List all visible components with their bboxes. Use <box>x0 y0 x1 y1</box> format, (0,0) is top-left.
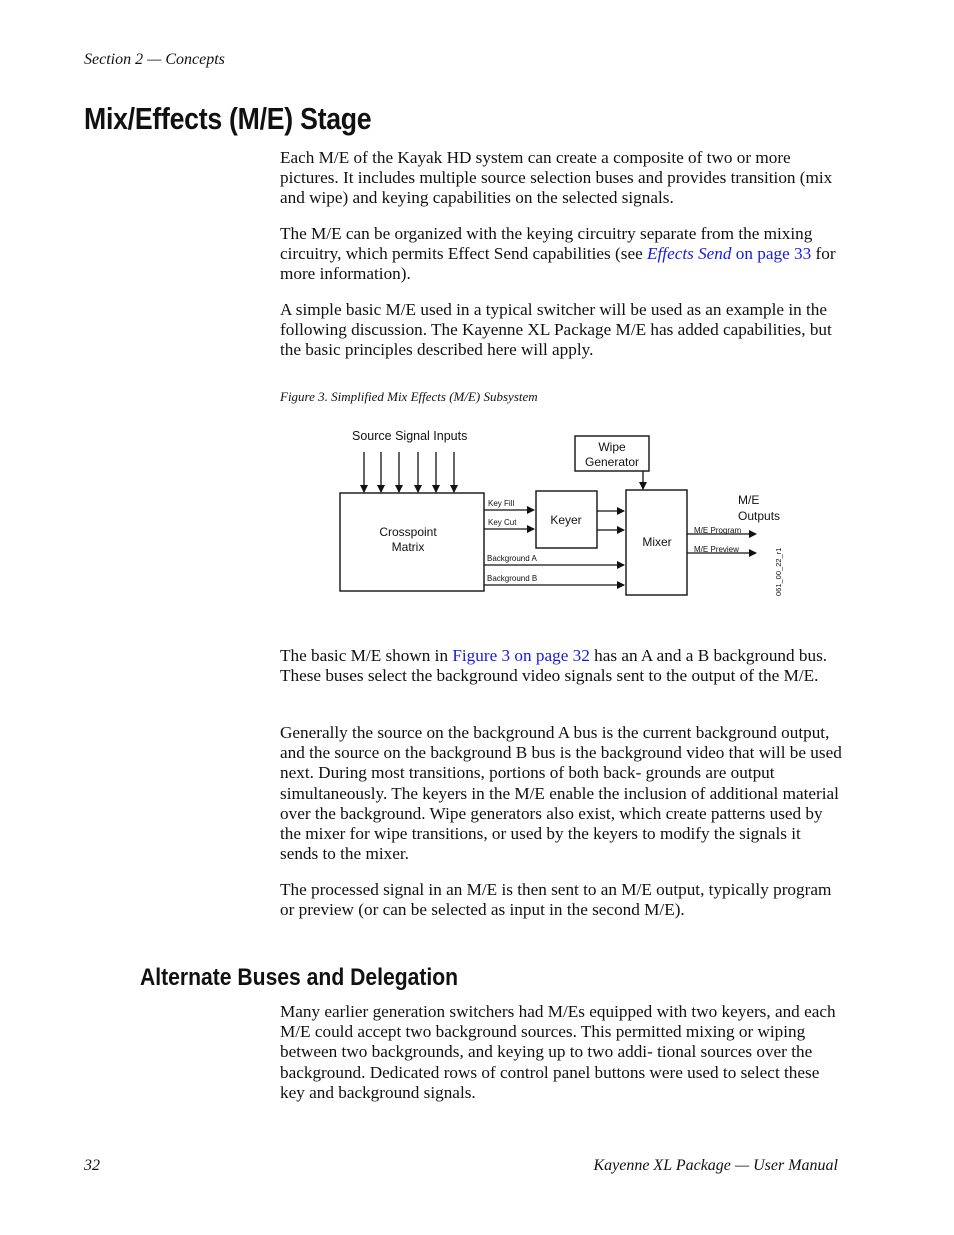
effects-send-link[interactable] <box>647 244 811 263</box>
intro-p2-text-before: The M/E can be organized with the keying circuitry separate from the mixing circuitry, which permits Effect Send capabilities (see <box>280 224 813 264</box>
background-a-label: Background A <box>487 554 537 563</box>
mixer-label: Mixer <box>642 535 672 549</box>
effects-send-link-page: on page 33 <box>731 244 812 264</box>
crosspoint-label-1: Crosspoint <box>379 525 437 539</box>
page-number: 32 <box>84 1157 100 1174</box>
source-inputs-label: Source Signal Inputs <box>352 429 468 443</box>
subsection-paragraph-1: Many earlier generation switchers had M/Es equipped with two keyers, and each M/E could accept two background sources. This permitted mixing or wiping between two backgrounds, and keying up to two addi- tional sources over the background. Dedicated rows of control panel buttons were used to select these key and background signals. <box>280 1002 836 1102</box>
footer-manual-title: Kayenne XL Package — User Manual <box>593 1157 838 1174</box>
crosspoint-label-2: Matrix <box>391 540 425 554</box>
body-p4-text-after: has an A and a B background bus. These buses select the background video signals sent to the output of the M/E. <box>280 646 828 686</box>
body-paragraph-3: The processed signal in an M/E is then sent to an M/E output, typically program or preview (or can be selected as input in the second M/E). <box>280 880 832 920</box>
me-outputs-label-1: M/E <box>738 493 760 507</box>
intro-paragraph-3: A simple basic M/E used in a typical switcher will be used as an example in the following discussion. The Kayenne XL Package M/E has added capabilities, but the basic principles described here will apply. <box>280 300 832 360</box>
running-header: Section 2 — Concepts <box>84 51 225 68</box>
me-preview-label: M/E Preview <box>694 545 739 554</box>
wipe-label-1: Wipe <box>598 440 626 454</box>
page-title: Mix/Effects (M/E) Stage <box>84 101 372 136</box>
figure-caption: Figure 3. Simplified Mix Effects (M/E) Subsystem <box>280 389 538 404</box>
keyer-label: Keyer <box>550 513 582 527</box>
source-input-arrows <box>364 452 454 492</box>
body-p4-text-before: The basic M/E shown in <box>280 646 453 665</box>
me-subsystem-diagram <box>330 420 800 610</box>
body-paragraph-1 <box>280 646 842 686</box>
wipe-label-2: Generator <box>584 455 640 469</box>
intro-paragraph-2 <box>280 224 842 285</box>
key-cut-label: Key Cut <box>488 518 517 527</box>
figure-3-link[interactable]: Figure 3 on page 32 <box>452 646 590 665</box>
body-paragraph-2: Generally the source on the background A bus is the current background output, and the source on the background B bus is the background video that will be used next. During most transitions, portions of both back- grounds are output simultaneously. The keyers in the M/E enable the inclusion of additional material over the background. Wipe generators also exist, which create patterns used by the mixer for wipe transitions, or used by the keyers to modify the signals it sends to the mixer. <box>280 723 842 864</box>
key-fill-label: Key Fill <box>488 499 515 508</box>
effects-send-link-italic: Effects Send <box>647 244 732 264</box>
me-program-label: M/E Program <box>694 526 742 535</box>
figure-id-label: 061_00_22_r1 <box>774 547 783 596</box>
intro-p2-text-after: for more information). <box>280 244 836 284</box>
subsection-title: Alternate Buses and Delegation <box>140 964 459 991</box>
background-b-label: Background B <box>487 574 538 583</box>
me-outputs-label-2: Outputs <box>738 509 781 523</box>
intro-paragraph-1: Each M/E of the Kayak HD system can create a composite of two or more pictures. It includes multiple source selection buses and provides transition (mix and wipe) and keying capabilities on the selected signals. <box>280 148 833 208</box>
